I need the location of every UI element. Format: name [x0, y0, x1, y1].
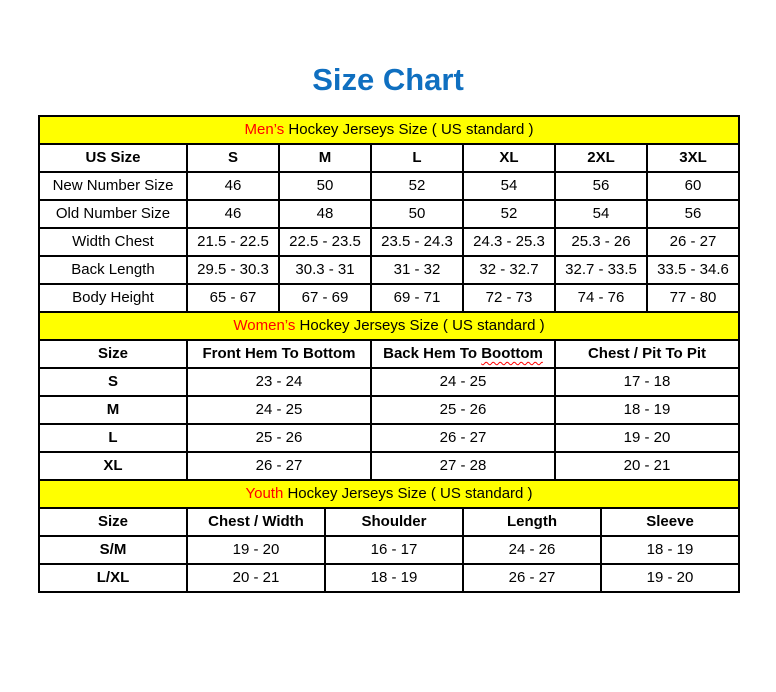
womens-section-header-accent: Women’s — [233, 317, 296, 335]
table-cell: 26 - 27 — [187, 452, 371, 480]
table-row — [39, 368, 739, 396]
mens-column-header-row — [39, 144, 739, 172]
table-cell: 52 — [463, 200, 555, 228]
womens-section-header — [39, 312, 739, 340]
column-header: Length — [463, 508, 601, 536]
table-cell: 30.3 - 31 — [279, 256, 371, 284]
mens-size-table — [38, 115, 740, 313]
column-header: 3XL — [647, 144, 739, 172]
table-cell: 24 - 25 — [371, 368, 555, 396]
table-row — [39, 452, 739, 480]
table-row — [39, 172, 739, 200]
table-cell: 24 - 25 — [187, 396, 371, 424]
table-cell: 26 - 27 — [371, 424, 555, 452]
column-header — [371, 340, 555, 368]
table-cell: 18 - 19 — [555, 396, 739, 424]
table-row — [39, 424, 739, 452]
row-label: S/M — [39, 536, 187, 564]
table-cell: 22.5 - 23.5 — [279, 228, 371, 256]
column-header: Size — [39, 508, 187, 536]
youth-column-header-row — [39, 508, 739, 536]
table-cell: 77 - 80 — [647, 284, 739, 312]
table-cell: 56 — [555, 172, 647, 200]
row-label: Width Chest — [39, 228, 187, 256]
row-label: Old Number Size — [39, 200, 187, 228]
table-cell: 52 — [371, 172, 463, 200]
table-cell: 27 - 28 — [371, 452, 555, 480]
row-label: Body Height — [39, 284, 187, 312]
table-cell: 19 - 20 — [555, 424, 739, 452]
table-cell: 33.5 - 34.6 — [647, 256, 739, 284]
table-cell: 50 — [279, 172, 371, 200]
youth-section-header-row — [39, 480, 739, 508]
table-cell: 26 - 27 — [463, 564, 601, 592]
table-cell: 67 - 69 — [279, 284, 371, 312]
table-row — [39, 284, 739, 312]
table-cell: 65 - 67 — [187, 284, 279, 312]
table-row — [39, 200, 739, 228]
table-cell: 50 — [371, 200, 463, 228]
womens-size-table — [38, 311, 740, 481]
table-cell: 69 - 71 — [371, 284, 463, 312]
table-cell: 25 - 26 — [371, 396, 555, 424]
table-cell: 32 - 32.7 — [463, 256, 555, 284]
table-cell: 48 — [279, 200, 371, 228]
page-title: Size Chart — [312, 62, 464, 97]
table-cell: 25.3 - 26 — [555, 228, 647, 256]
table-cell: 32.7 - 33.5 — [555, 256, 647, 284]
table-cell: 24 - 26 — [463, 536, 601, 564]
column-header: Chest / Width — [187, 508, 325, 536]
table-cell: 24.3 - 25.3 — [463, 228, 555, 256]
mens-section-header-accent: Men’s — [244, 121, 285, 139]
misspelled-word: Boottom — [481, 345, 543, 363]
mens-section-header — [39, 116, 739, 144]
table-cell: 31 - 32 — [371, 256, 463, 284]
table-cell: 26 - 27 — [647, 228, 739, 256]
table-cell: 23 - 24 — [187, 368, 371, 396]
table-cell: 23.5 - 24.3 — [371, 228, 463, 256]
youth-size-table — [38, 479, 740, 593]
row-label: Back Length — [39, 256, 187, 284]
row-label: S — [39, 368, 187, 396]
row-label: L — [39, 424, 187, 452]
table-cell: 18 - 19 — [601, 536, 739, 564]
table-cell: 60 — [647, 172, 739, 200]
table-row — [39, 228, 739, 256]
table-cell: 17 - 18 — [555, 368, 739, 396]
row-label: L/XL — [39, 564, 187, 592]
youth-section-header-text: Hockey Jerseys Size ( US standard ) — [283, 485, 533, 503]
table-cell: 19 - 20 — [187, 536, 325, 564]
mens-section-header-row — [39, 116, 739, 144]
table-cell: 25 - 26 — [187, 424, 371, 452]
column-header: L — [371, 144, 463, 172]
table-cell: 56 — [647, 200, 739, 228]
table-cell: 16 - 17 — [325, 536, 463, 564]
column-header: 2XL — [555, 144, 647, 172]
column-header: Size — [39, 340, 187, 368]
table-cell: 18 - 19 — [325, 564, 463, 592]
table-cell: 46 — [187, 200, 279, 228]
table-row — [39, 564, 739, 592]
womens-section-header-text: Hockey Jerseys Size ( US standard ) — [295, 317, 545, 335]
column-header-text: Back Hem To — [383, 345, 482, 363]
column-header: Sleeve — [601, 508, 739, 536]
table-cell: 54 — [555, 200, 647, 228]
table-cell: 72 - 73 — [463, 284, 555, 312]
column-header: M — [279, 144, 371, 172]
column-header: XL — [463, 144, 555, 172]
table-row — [39, 536, 739, 564]
womens-section-header-row — [39, 312, 739, 340]
column-header: US Size — [39, 144, 187, 172]
table-row — [39, 396, 739, 424]
table-row — [39, 256, 739, 284]
table-cell: 21.5 - 22.5 — [187, 228, 279, 256]
column-header: Front Hem To Bottom — [187, 340, 371, 368]
youth-section-header-accent: Youth — [245, 485, 284, 503]
table-cell: 29.5 - 30.3 — [187, 256, 279, 284]
mens-section-header-text: Hockey Jerseys Size ( US standard ) — [284, 121, 534, 139]
row-label: M — [39, 396, 187, 424]
womens-column-header-row — [39, 340, 739, 368]
column-header: Shoulder — [325, 508, 463, 536]
size-tables — [38, 115, 738, 593]
row-label: XL — [39, 452, 187, 480]
column-header: Chest / Pit To Pit — [555, 340, 739, 368]
table-cell: 74 - 76 — [555, 284, 647, 312]
table-cell: 54 — [463, 172, 555, 200]
row-label: New Number Size — [39, 172, 187, 200]
table-cell: 20 - 21 — [555, 452, 739, 480]
table-cell: 19 - 20 — [601, 564, 739, 592]
youth-section-header — [39, 480, 739, 508]
table-cell: 20 - 21 — [187, 564, 325, 592]
table-cell: 46 — [187, 172, 279, 200]
column-header: S — [187, 144, 279, 172]
